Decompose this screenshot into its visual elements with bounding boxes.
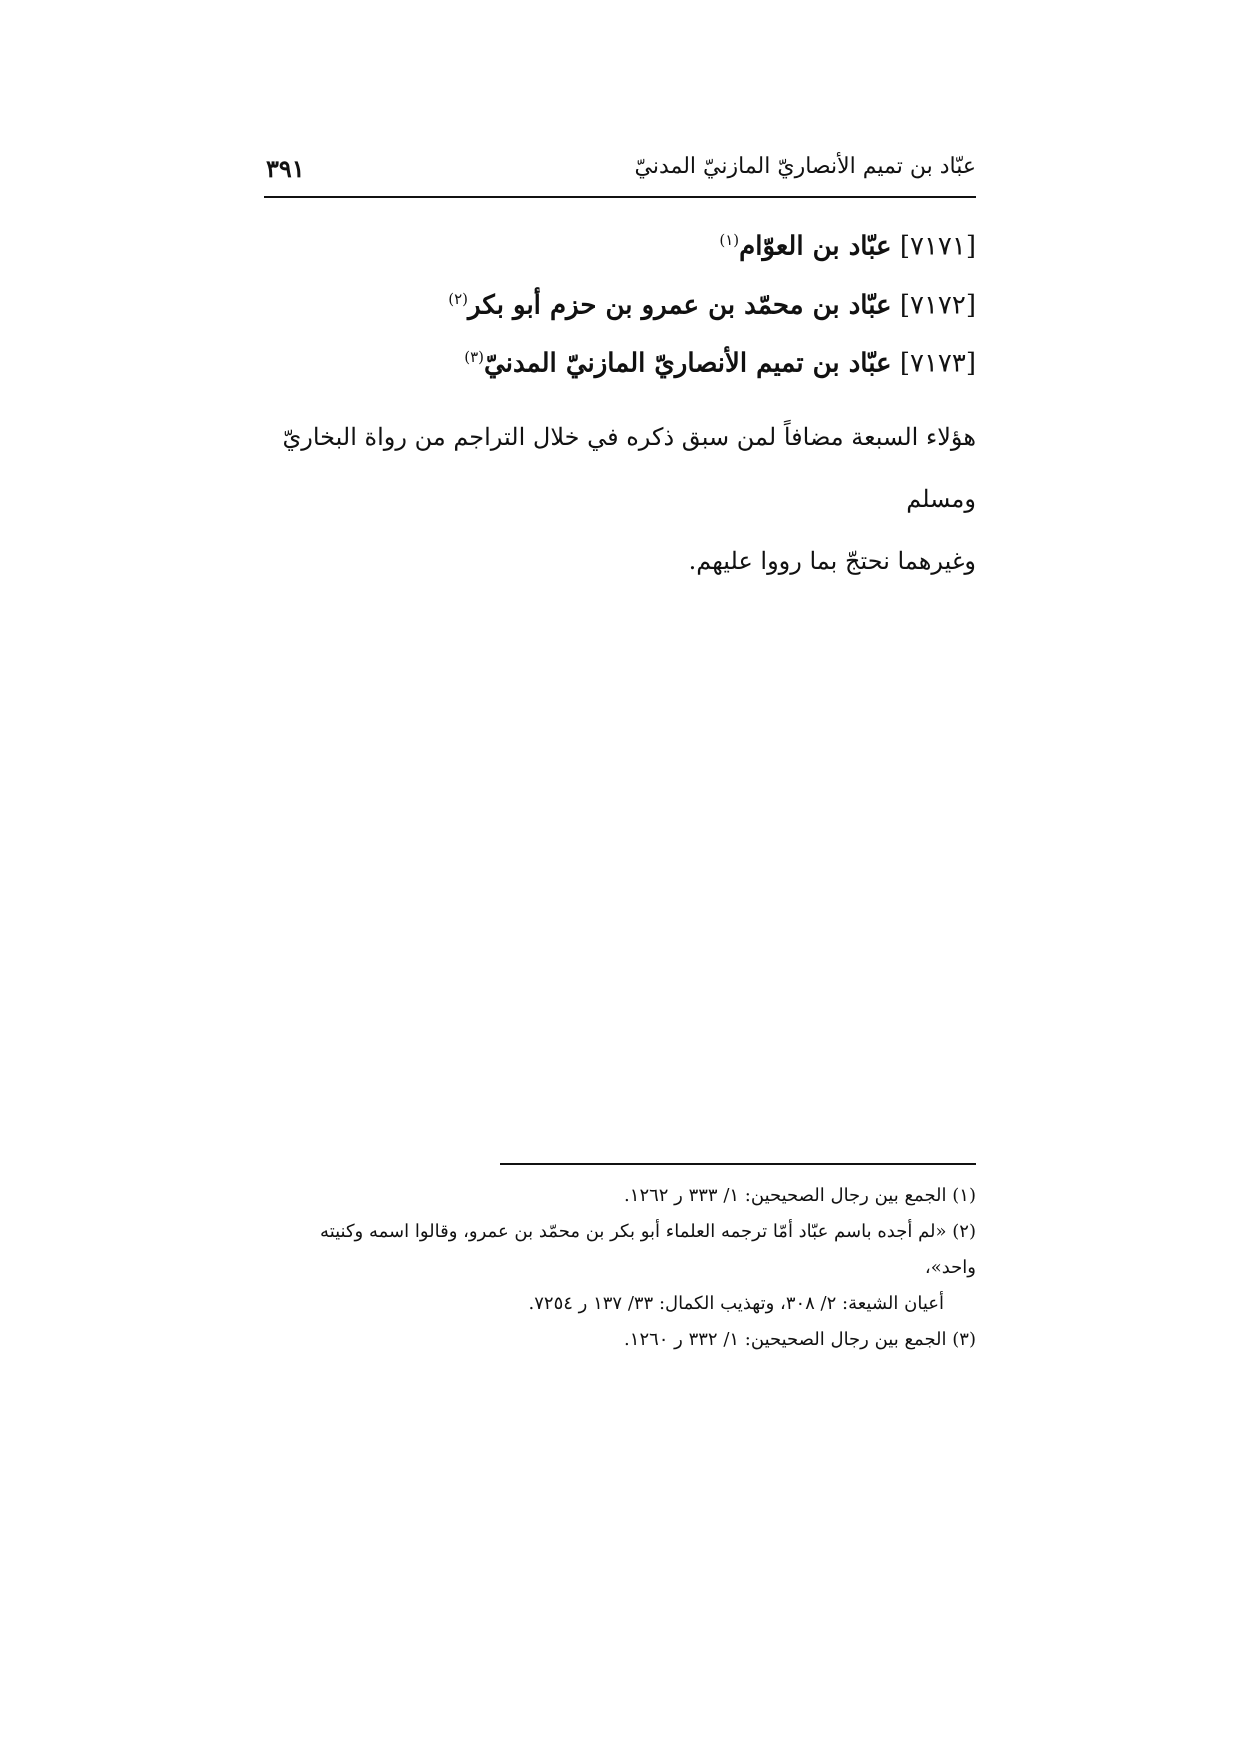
page-number: ٣٩١ [266, 154, 305, 183]
header-rule [264, 196, 976, 198]
footnote: (١) الجمع بين رجال الصحيحين: ١/ ٣٣٣ ر ١٢٦٢. [624, 1185, 976, 1206]
entry-heading [264, 273, 976, 332]
entry-list [264, 214, 976, 390]
footnote-reference: (٣) [464, 348, 485, 367]
entry-number: [٧١٧٣] [899, 348, 976, 379]
body-paragraph [264, 406, 976, 592]
entry-name: عبّاد بن تميم الأنصاريّ المازنيّ المدنيّ [484, 348, 892, 379]
footnotes [264, 1178, 976, 1358]
body-line: وغيرهما نحتجّ بما رووا عليهم. [688, 547, 976, 575]
footnote: (٢) «لم أجده باسم عبّاد أمّا ترجمه العلماء أبو بكر بن محمّد بن عمرو، وقالوا اسمه وكنيته واحد»، [320, 1221, 976, 1278]
entry-name: عبّاد بن العوّام [739, 231, 892, 262]
entry-heading [264, 331, 976, 390]
entry-number: [٧١٧١] [899, 231, 976, 262]
footnote-reference: (١) [719, 231, 740, 249]
footnote: (٣) الجمع بين رجال الصحيحين: ١/ ٣٣٢ ر ١٢٦٠. [624, 1329, 976, 1350]
footnote-separator [500, 1163, 976, 1165]
running-title: عبّاد بن تميم الأنصاريّ المازنيّ المدنيّ [634, 154, 976, 179]
body-line: هؤلاء السبعة مضافاً لمن سبق ذكره في خلال التراجم من رواة البخاريّ ومسلم [282, 423, 976, 513]
entry-name: عبّاد بن محمّد بن عمرو بن حزم أبو بكر [468, 290, 892, 321]
entry-number: [٧١٧٢] [899, 290, 976, 321]
footnote-continuation: أعيان الشيعة: ٢/ ٣٠٨، وتهذيب الكمال: ٣٣/ ١٣٧ ر ٧٢٥٤. [528, 1293, 944, 1314]
footnote-reference: (٢) [448, 289, 469, 308]
entry-heading [264, 214, 976, 273]
running-header [264, 150, 976, 194]
